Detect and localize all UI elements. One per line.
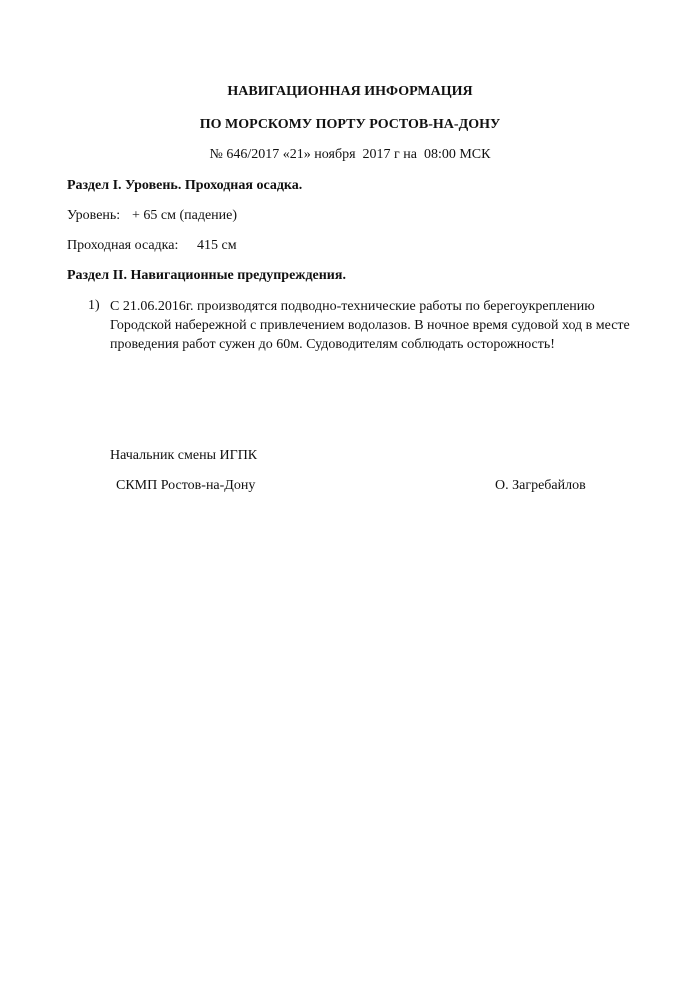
issue-number-date: № 646/2017 «21» ноября 2017 г на 08:00 МСК — [209, 147, 491, 162]
section1-heading: Раздел I. Уровень. Проходная осадка. — [67, 178, 303, 193]
section2-heading: Раздел II. Навигационные предупреждения. — [67, 268, 346, 283]
draft-label: Проходная осадка: — [67, 238, 179, 253]
signature-position-line2: СКМП Ростов-на-Дону — [116, 478, 256, 493]
document-subtitle: ПО МОРСКОМУ ПОРТУ РОСТОВ-НА-ДОНУ — [199, 117, 501, 132]
level-label: Уровень: — [67, 208, 121, 223]
level-value: + 65 см (падение) — [132, 208, 238, 223]
draft-value: 415 см — [197, 238, 237, 253]
signature-position-line1: Начальник смены ИГПК — [110, 448, 258, 463]
document-title: НАВИГАЦИОННАЯ ИНФОРМАЦИЯ — [227, 84, 473, 99]
signature-name: О. Загребайлов — [495, 478, 586, 493]
warning-item-text: С 21.06.2016г. производятся подводно-технические работы по берегоукреплению Городской набережной с привлечением водолазов. В ночное время судовой ход в месте проведения работ сужен до 60м. Судоводителям соблюдать осторожность! — [110, 299, 630, 352]
warning-item-number: 1) — [88, 298, 100, 313]
